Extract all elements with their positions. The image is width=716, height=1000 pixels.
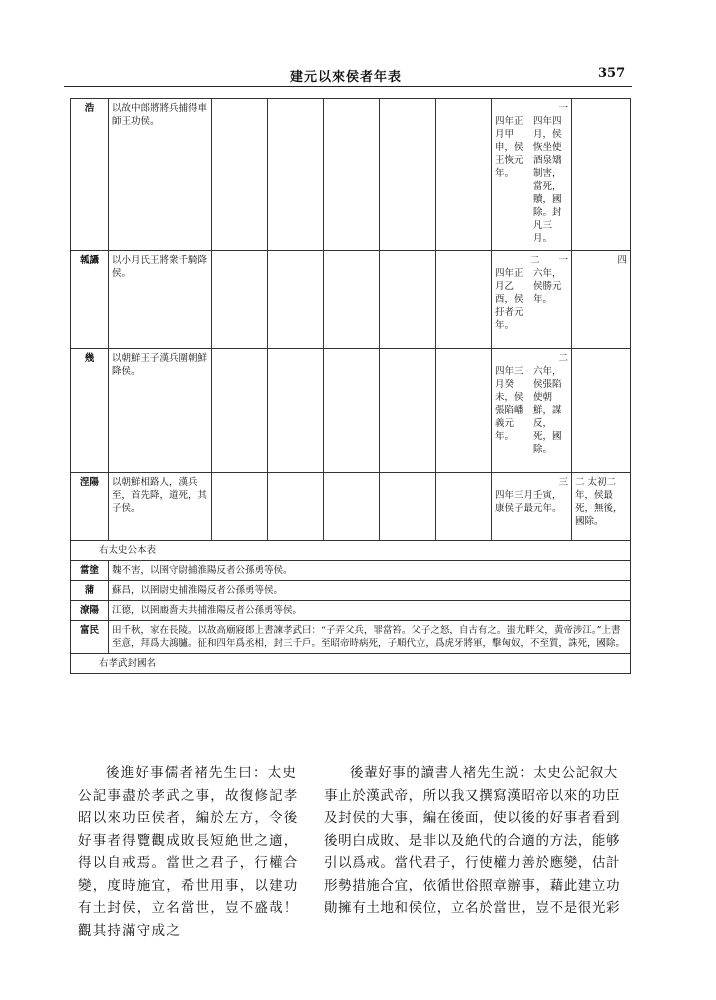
table-row — [71, 349, 631, 473]
year-cell: 一 四年正月甲申，侯王恢元年。 四年四月，侯恢坐使酒泉矯制害，當死，贖，國除。封凡三月。 — [492, 99, 572, 251]
table-note: 右太史公本表 — [71, 541, 631, 561]
fief-desc: 以朝鮮王子漢兵圍朝鮮降侯。 — [109, 349, 212, 473]
table-row — [71, 99, 631, 251]
table-row: 當塗 魏不害，以圉守尉捕淮陽反者公孫勇等侯。 — [71, 561, 631, 581]
year-cell: 二 四年三月癸未，侯張陷嶓義元年。 六年，侯張陷使朝鮮，謀反，死，國除。 — [492, 349, 572, 473]
translation-text: 後輩好事的讀書人褚先生説：太史公記叙大事止於漢武帝，所以我又撰寫漢昭帝以來的功臣及封侯的大事，編在後面，使以後的好事者看到後明白成敗、是非以及絶代的合適的方法，能够引以爲戒。當代君子，行使權力善於應變，估計形勢措施合宜，依循世俗照章辦事，藉此建立功勛擁有土地和侯位，立名於當世，豈不是很光彩 — [324, 765, 621, 916]
table-note: 右孝武封國名 — [71, 654, 631, 674]
fief-desc: 以小月氏王將衆千騎降侯。 — [109, 251, 212, 349]
fief-desc: 以故中郎將將兵捕得車師王功侯。 — [109, 99, 212, 251]
table-row: 潦陽 江德，以圉廄嗇夫共捕淮陽反者公孫勇等侯。 — [71, 601, 631, 621]
fief-desc: 以朝鮮相路人，漢兵至，首先降，道死，其子侯。 — [109, 473, 212, 541]
table-row: 涅陽 以朝鮮相路人，漢兵至，首先降，道死，其子侯。 三 四年三月壬寅，康侯子最元年。 二 太初二年，侯最死，無後，國除。 — [71, 473, 631, 541]
page-number: 357 — [598, 66, 626, 81]
year-cell: 三 四年三月壬寅，康侯子最元年。 — [492, 473, 572, 541]
fief-name: 幾 — [71, 349, 109, 473]
fief-name: 浩 — [71, 99, 109, 251]
classical-text: 後進好事儒者褚先生曰：太史公記事盡於孝武之事，故復修記孝昭以來功臣侯者，編於左方，令後好事者得覽觀成敗長短絶世之適，得以自戒焉。當世之君子，行權合變，度時施宜，希世用事，以建功有土封侯，立名當世，豈不盛哉！觀其持滿守成之 — [78, 765, 299, 939]
marquis-table — [70, 98, 631, 674]
fief-name: 瓡讘 — [71, 251, 109, 349]
table-row: 蒲 蘇昌，以圉尉史捕淮陽反者公孫勇等侯。 — [71, 581, 631, 601]
fief-name: 涅陽 — [71, 473, 109, 541]
table-row: 富民 田千秋，家在長陵。以故高廟寢郎上書諫孝武曰：“子弄父兵，罪當笞。父子之怒，自古有之。蚩尤畔父，黄帝涉江。”上書至意，拜爲大鴻臚。征和四年爲丞相，封三千戶。至昭帝時病死，子順代立，爲虎牙將軍，擊匈奴，不至質，誅死，國除。 — [71, 621, 631, 654]
running-title: 建元以來侯者年表 — [290, 70, 403, 85]
table-row: 瓡讘 以小月氏王將衆千騎降侯。 二 一 四年正月乙酉，侯扜者元年。 六年，侯勝元年。 四 — [71, 251, 631, 349]
header-rule — [64, 86, 632, 87]
year-cell: 二 一 四年正月乙酉，侯扜者元年。 六年，侯勝元年。 — [492, 251, 572, 349]
